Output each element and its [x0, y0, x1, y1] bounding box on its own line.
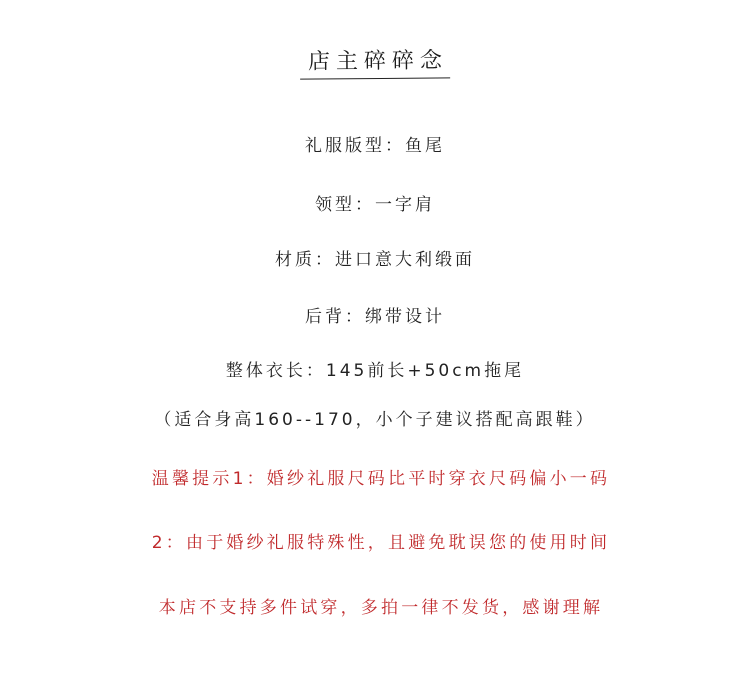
detail-material: 材质：进口意大利缎面 — [275, 250, 475, 270]
notice-special: 2：由于婚纱礼服特殊性，且避免耽误您的使用时间 — [151, 533, 611, 553]
notice-policy: 本店不支持多件试穿，多拍一律不发货，感谢理解 — [158, 598, 604, 618]
detail-neckline: 领型：一字肩 — [315, 195, 435, 215]
detail-height-advice: （适合身高160--170，小个子建议搭配高跟鞋） — [154, 410, 596, 430]
notice-size: 温馨提示1：婚纱礼服尺码比平时穿衣尺码偏小一码 — [151, 469, 611, 489]
detail-length: 整体衣长：145前长+50cm拖尾 — [225, 361, 525, 381]
title-container — [0, 44, 750, 79]
detail-back: 后背：绑带设计 — [305, 307, 445, 327]
page-title: 店主碎碎念 — [300, 43, 450, 79]
detail-dress-style: 礼服版型：鱼尾 — [305, 136, 445, 156]
